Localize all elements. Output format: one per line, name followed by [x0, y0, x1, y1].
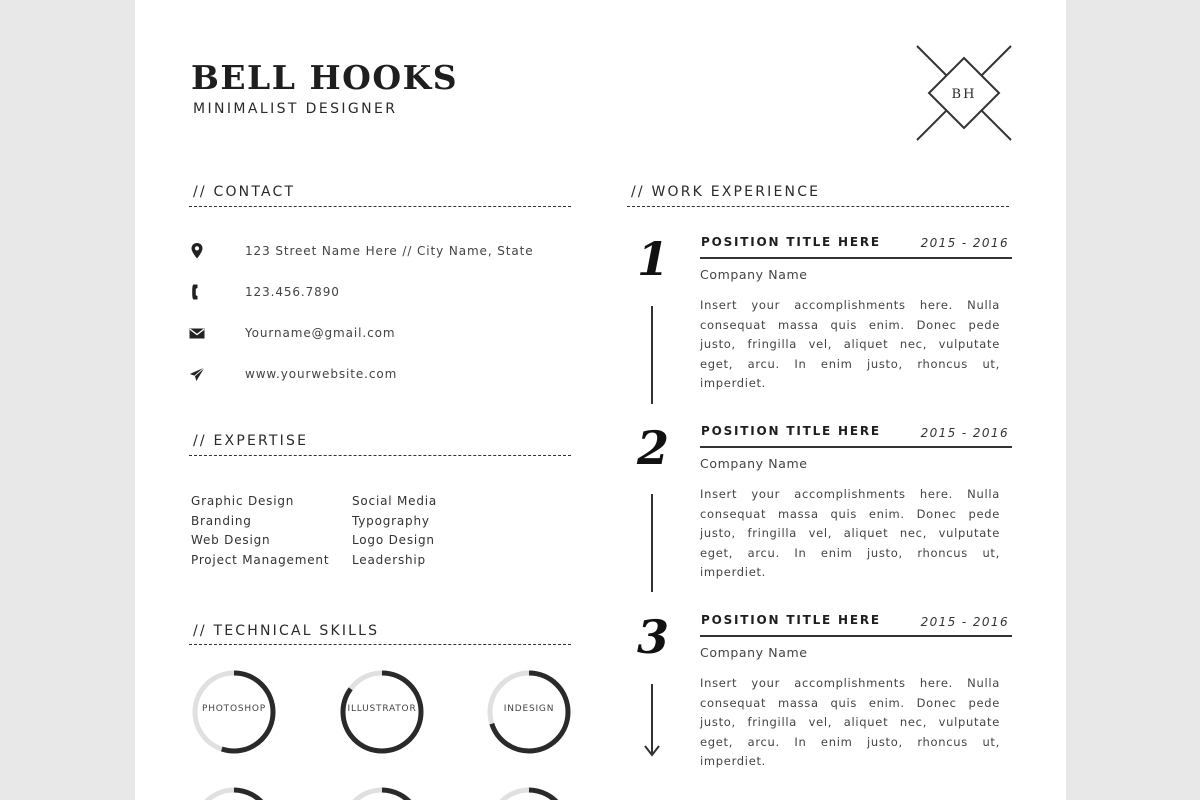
expertise-item: Web Design — [191, 533, 271, 547]
expertise-heading: // EXPERTISE — [193, 433, 309, 449]
paper-plane-icon — [189, 365, 205, 383]
candidate-role: MINIMALIST DESIGNER — [193, 101, 398, 117]
expertise-column-1 — [191, 492, 329, 570]
expertise-item: Graphic Design — [191, 494, 295, 508]
job-dates: 2015 - 2016 — [920, 615, 1009, 629]
expertise-item: Typography — [352, 513, 430, 528]
job-company: Company Name — [700, 645, 808, 660]
skill-label: INDESIGN — [503, 704, 555, 714]
job-dates: 2015 - 2016 — [920, 236, 1009, 250]
job-title: POSITION TITLE HERE — [701, 613, 881, 627]
work-experience-divider — [627, 206, 1009, 207]
monogram-logo — [915, 44, 1013, 142]
contact-address — [189, 240, 589, 262]
timeline-arrow-icon — [643, 684, 661, 758]
resume-page — [135, 0, 1066, 800]
skill-label: ILLUSTRATOR — [347, 704, 417, 714]
email-text: Yourname@gmail.com — [245, 326, 396, 340]
expertise-divider — [189, 455, 571, 456]
technical-skills-heading: // TECHNICAL SKILLS — [193, 623, 380, 639]
job-rule — [700, 446, 1012, 448]
candidate-name: BELL HOOKS — [191, 58, 459, 97]
expertise-item: Logo Design — [352, 533, 435, 547]
phone-text: 123.456.7890 — [245, 285, 340, 299]
job-description: Insert your accomplishments here. Nulla consequat massa quis enim. Donec pede justo, fringilla vel, aliquet nec, vulputate eget, arcu. In enim justo, rhoncus ut, imperdiet. — [700, 298, 1000, 391]
job-number: 2 — [636, 421, 669, 475]
job-number: 3 — [636, 610, 669, 664]
job-description: Insert your accomplishments here. Nulla consequat massa quis enim. Donec pede justo, fringilla vel, aliquet nec, vulputate eget, arcu. In enim justo, rhoncus ut, imperdiet. — [700, 676, 1000, 769]
contact-website[interactable] — [189, 363, 589, 385]
expertise-column-2 — [352, 492, 437, 570]
contact-phone — [189, 281, 589, 303]
job-rule — [700, 257, 1012, 259]
address-text: 123 Street Name Here // City Name, State — [245, 244, 534, 258]
skill-ring-partial — [191, 786, 277, 800]
job-rule — [700, 635, 1012, 637]
job-title: POSITION TITLE HERE — [701, 424, 881, 438]
technical-skills-divider — [189, 644, 571, 645]
timeline-line — [651, 306, 653, 404]
skill-indesign — [486, 669, 572, 755]
contact-email[interactable] — [189, 322, 589, 344]
job-company: Company Name — [700, 456, 808, 471]
job-company: Company Name — [700, 267, 808, 282]
expertise-item: Leadership — [352, 552, 426, 567]
contact-divider — [189, 206, 571, 207]
expertise-item: Branding — [191, 513, 252, 528]
skill-illustrator — [339, 669, 425, 755]
expertise-item: Social Media — [352, 494, 438, 508]
job-title: POSITION TITLE HERE — [701, 235, 881, 249]
monogram-initials: BH — [951, 87, 977, 102]
timeline-line — [651, 494, 653, 592]
skill-label: PHOTOSHOP — [201, 704, 267, 714]
contact-heading: // CONTACT — [193, 184, 296, 200]
phone-icon — [189, 283, 205, 301]
job-dates: 2015 - 2016 — [920, 426, 1009, 440]
skill-ring-partial — [339, 786, 425, 800]
website-text: www.yourwebsite.com — [245, 367, 398, 381]
job-number: 1 — [636, 232, 669, 286]
skill-ring-partial — [486, 786, 572, 800]
job-description: Insert your accomplishments here. Nulla consequat massa quis enim. Donec pede justo, fringilla vel, aliquet nec, vulputate eget, arcu. In enim justo, rhoncus ut, imperdiet. — [700, 487, 1000, 580]
expertise-item: Project Management — [191, 552, 330, 567]
work-experience-heading: // WORK EXPERIENCE — [631, 184, 821, 200]
envelope-icon — [189, 324, 205, 342]
location-pin-icon — [189, 242, 205, 260]
skill-photoshop — [191, 669, 277, 755]
